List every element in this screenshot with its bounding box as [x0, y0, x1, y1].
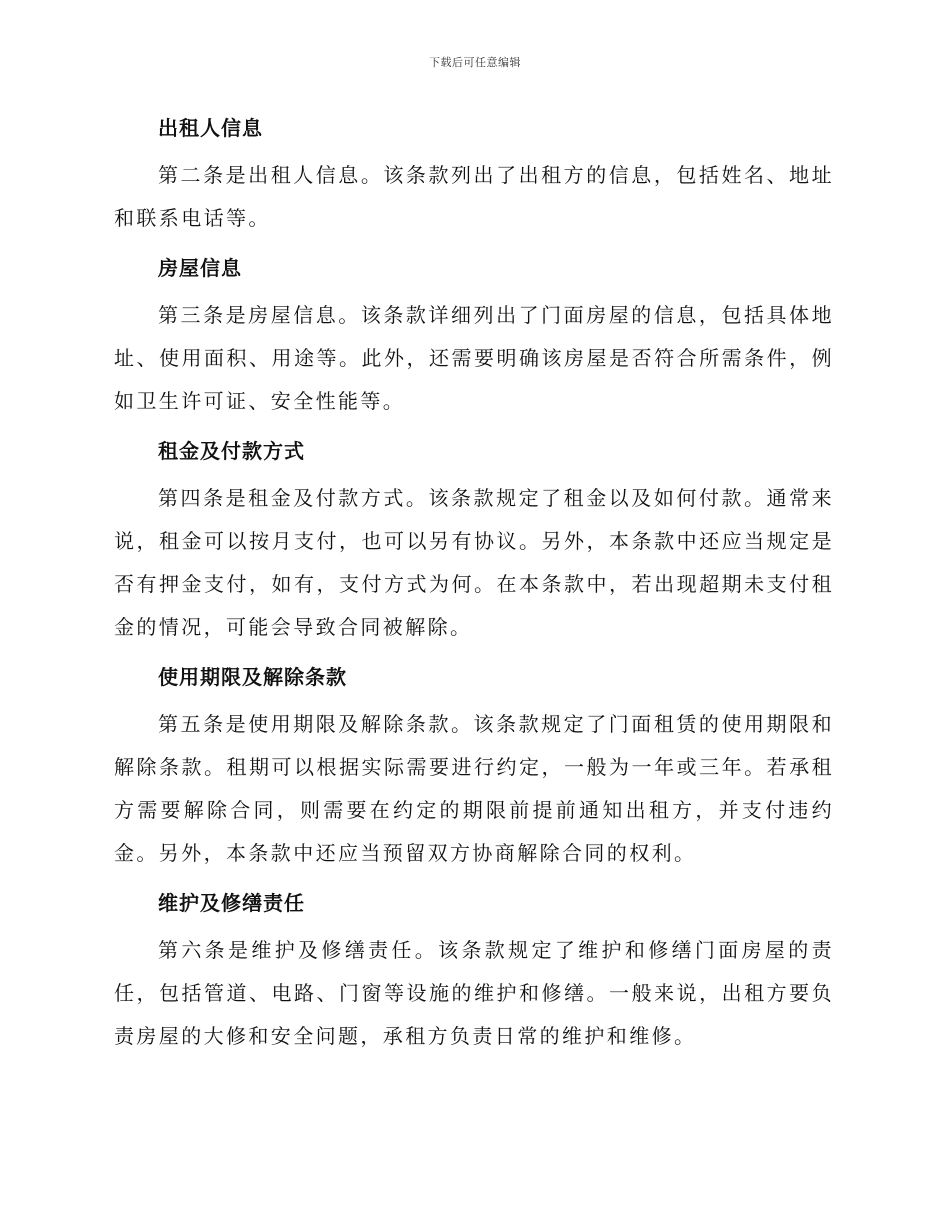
document-content — [114, 112, 834, 1070]
section-body-maintenance: 第六条是维护及修缮责任。该条款规定了维护和修缮门面房屋的责任，包括管道、电路、门窗等设施的维护和修缮。一般来说，出租方要负责房屋的大修和安全问题，承租方负责日常的维护和维修。 — [114, 938, 834, 1048]
section-body-lessor-info: 第二条是出租人信息。该条款列出了出租方的信息，包括姓名、地址和联系电话等。 — [114, 163, 834, 230]
section-heading-house-info: 房屋信息 — [158, 256, 242, 280]
section-body-house-info: 第三条是房屋信息。该条款详细列出了门面房屋的信息，包括具体地址、使用面积、用途等。此外，还需要明确该房屋是否符合所需条件，例如卫生许可证、安全性能等。 — [114, 303, 834, 413]
section-body-rent-payment: 第四条是租金及付款方式。该条款规定了租金以及如何付款。通常来说，租金可以按月支付，也可以另有协议。另外，本条款中还应当规定是否有押金支付，如有，支付方式为何。在本条款中，若出现超期未支付租金的情况，可能会导致合同被解除。 — [114, 486, 834, 639]
section-body-term-termination: 第五条是使用期限及解除条款。该条款规定了门面租赁的使用期限和解除条款。租期可以根据实际需要进行约定，一般为一年或三年。若承租方需要解除合同，则需要在约定的期限前提前通知出租方，并支付违约金。另外，本条款中还应当预留双方协商解除合同的权利。 — [114, 712, 834, 865]
section-heading-rent-payment: 租金及付款方式 — [158, 439, 305, 463]
header-note: 下载后可任意编辑 — [429, 56, 521, 69]
section-heading-term-termination: 使用期限及解除条款 — [158, 665, 347, 689]
section-heading-maintenance: 维护及修缮责任 — [158, 891, 305, 915]
section-heading-lessor-info: 出租人信息 — [158, 116, 263, 140]
